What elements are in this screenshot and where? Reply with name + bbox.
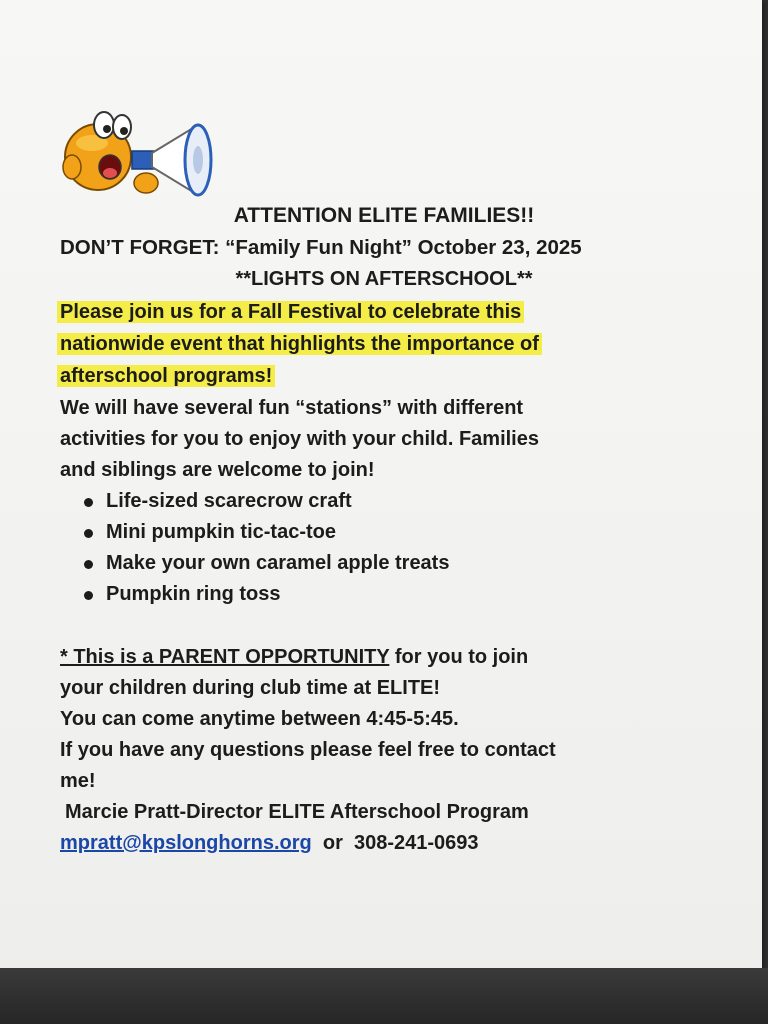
contact-separator: or <box>311 832 354 854</box>
list-item: Mini pumpkin tic-tac-toe <box>84 517 449 548</box>
intro-line-3: and siblings are welcome to join! <box>60 459 375 481</box>
event-name: **LIGHTS ON AFTERSCHOOL** <box>235 268 533 290</box>
list-item: Pumpkin ring toss <box>84 579 449 610</box>
flyer-heading: ATTENTION ELITE FAMILIES!! <box>233 204 535 227</box>
parent-opportunity-line <box>60 643 528 671</box>
body-line-3: If you have any questions please feel free to contact <box>60 739 556 761</box>
reminder-line: DON’T FORGET: “Family Fun Night” October 23, 2025 <box>60 236 582 259</box>
contact-line <box>60 829 479 857</box>
highlight-text: afterschool programs! <box>57 365 275 387</box>
signature: Marcie Pratt-Director ELITE Afterschool Program <box>65 801 529 823</box>
activities-list <box>84 486 449 610</box>
intro-line-1: We will have several fun “stations” with different <box>60 397 524 419</box>
parent-opportunity-label: * This is a PARENT OPPORTUNITY <box>60 646 390 668</box>
body-line-1: your children during club time at ELITE! <box>60 677 441 699</box>
body-line-2: You can come anytime between 4:45-5:45. <box>60 708 459 730</box>
list-item: Make your own caramel apple treats <box>84 548 449 579</box>
desk-surface <box>0 968 768 1024</box>
emoji-with-megaphone-icon <box>60 105 220 205</box>
phone-number: 308-241-0693 <box>353 832 479 854</box>
list-item: Life-sized scarecrow craft <box>84 486 449 517</box>
body-line-4: me! <box>60 770 96 792</box>
highlight-text: Please join us for a Fall Festival to celebrate this <box>57 301 524 323</box>
highlight-line-1 <box>60 298 524 326</box>
highlight-line-3 <box>60 362 275 390</box>
parent-opportunity-text: for you to join <box>389 646 529 668</box>
intro-line-2: activities for you to enjoy with your child. Families <box>60 428 539 450</box>
highlight-text: nationwide event that highlights the importance of <box>57 333 542 355</box>
highlight-line-2 <box>60 330 542 358</box>
email-link[interactable]: mpratt@kpslonghorns.org <box>60 832 312 854</box>
